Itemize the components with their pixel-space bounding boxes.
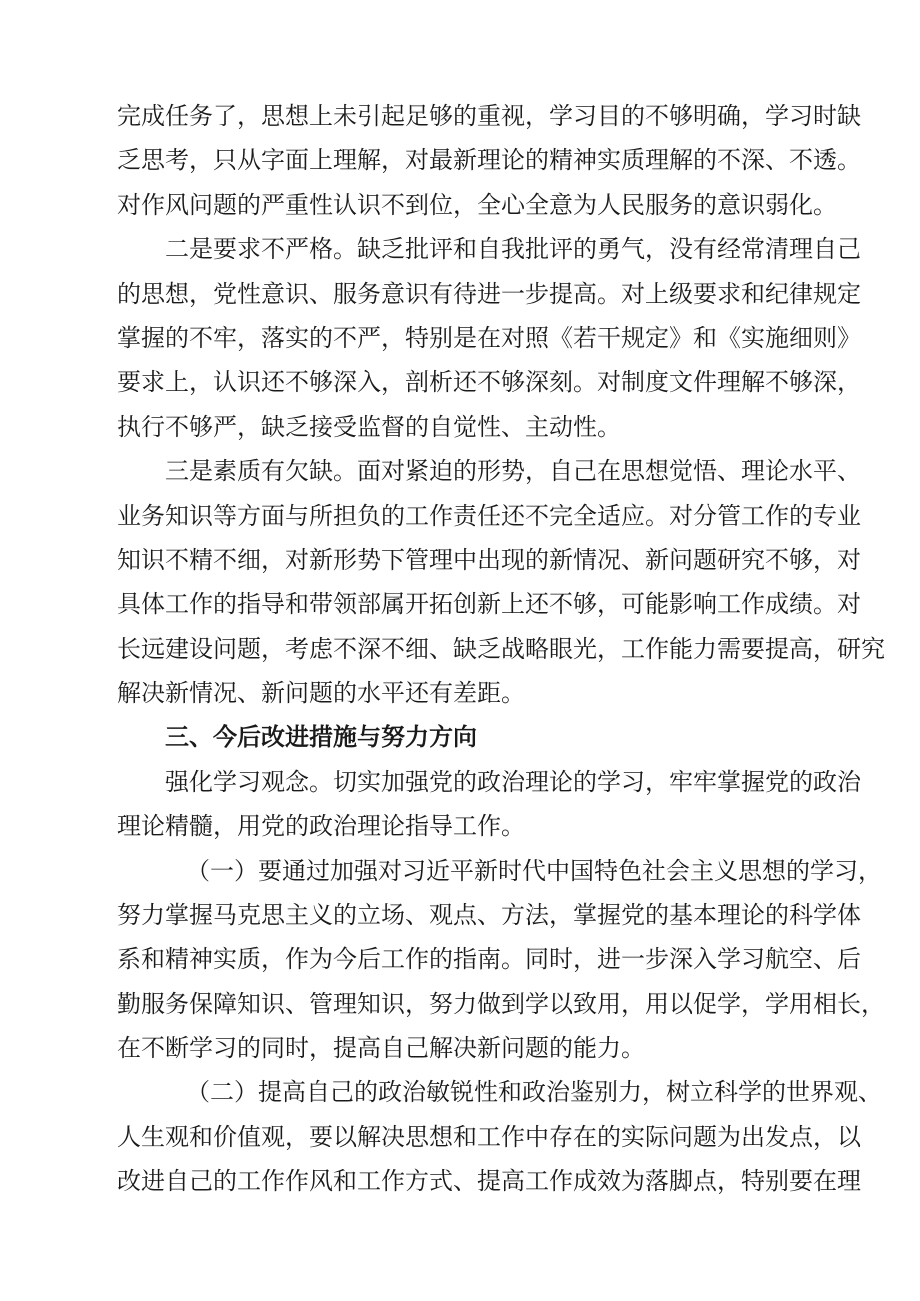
paragraph-line: 改进自己的工作作风和工作方式、提高工作成效为落脚点，特别要在理 xyxy=(117,1167,861,1195)
paragraph-line: 在不断学习的同时，提高自己解决新问题的能力。 xyxy=(117,1034,645,1062)
paragraph-line: 理论精髓，用党的政治理论指导工作。 xyxy=(117,812,525,840)
section-heading: 三、今后改进措施与努力方向 xyxy=(165,723,477,751)
paragraph-line: 乏思考，只从字面上理解，对最新理论的精神实质理解的不深、不透。 xyxy=(117,146,861,174)
paragraph-line: 三是素质有欠缺。面对紧迫的形势，自己在思想觉悟、理论水平、 xyxy=(165,457,861,485)
paragraph-line: 的思想，党性意识、服务意识有待进一步提高。对上级要求和纪律规定 xyxy=(117,280,861,308)
paragraph-line: 系和精神实质，作为今后工作的指南。同时，进一步深入学习航空、后 xyxy=(117,945,861,973)
paragraph-line: 努力掌握马克思主义的立场、观点、方法，掌握党的基本理论的科学体 xyxy=(117,901,861,929)
paragraph-line: 业务知识等方面与所担负的工作责任还不完全适应。对分管工作的专业 xyxy=(117,502,861,530)
paragraph-line: 人生观和价值观，要以解决思想和工作中存在的实际问题为出发点，以 xyxy=(117,1123,861,1151)
paragraph-line: （一）要通过加强对习近平新时代中国特色社会主义思想的学习， xyxy=(186,857,882,885)
paragraph-line: 知识不精不细，对新形势下管理中出现的新情况、新问题研究不够，对 xyxy=(117,546,861,574)
paragraph-line: 强化学习观念。切实加强党的政治理论的学习，牢牢掌握党的政治 xyxy=(165,768,861,796)
paragraph-line: 完成任务了，思想上未引起足够的重视，学习目的不够明确，学习时缺 xyxy=(117,102,861,130)
paragraph-line: 长远建设问题，考虑不深不细、缺乏战略眼光，工作能力需要提高，研究 xyxy=(117,635,885,663)
paragraph-line: 掌握的不牢，落实的不严，特别是在对照《若干规定》和《实施细则》 xyxy=(117,324,861,352)
paragraph-line: 执行不够严，缺乏接受监督的自觉性、主动性。 xyxy=(117,413,621,441)
paragraph-line: 勤服务保障知识、管理知识，努力做到学以致用，用以促学，学用相长， xyxy=(117,990,885,1018)
paragraph-line: 解决新情况、新问题的水平还有差距。 xyxy=(117,679,525,707)
paragraph-line: 具体工作的指导和带领部属开拓创新上还不够，可能影响工作成绩。对 xyxy=(117,590,861,618)
paragraph-line: 二是要求不严格。缺乏批评和自我批评的勇气，没有经常清理自己 xyxy=(165,235,861,263)
paragraph-line: （二）提高自己的政治敏锐性和政治鉴别力，树立科学的世界观、 xyxy=(186,1078,882,1106)
paragraph-line: 对作风问题的严重性认识不到位，全心全意为人民服务的意识弱化。 xyxy=(117,191,837,219)
paragraph-line: 要求上，认识还不够深入，剖析还不够深刻。对制度文件理解不够深， xyxy=(117,368,861,396)
